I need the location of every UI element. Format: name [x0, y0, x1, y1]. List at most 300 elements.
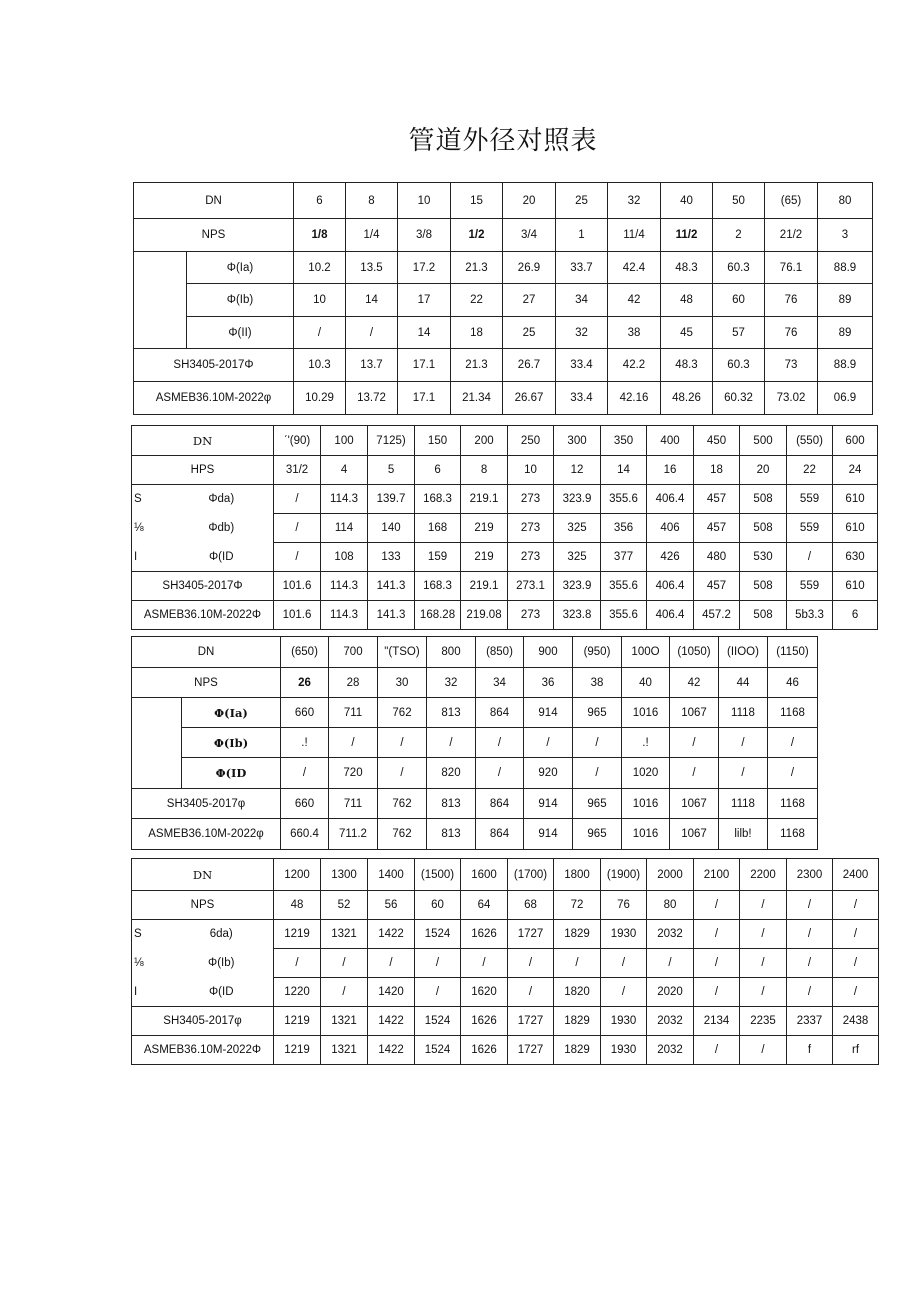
- od-value-cell: 508: [740, 514, 787, 543]
- od-value-cell: 42.2: [608, 349, 661, 382]
- series-label: 6da): [170, 920, 274, 949]
- dn-cell: 450: [694, 426, 740, 456]
- od-value-cell: 1422: [368, 1007, 415, 1036]
- od-value-cell: 457: [694, 485, 740, 514]
- dn-cell: (550): [787, 426, 833, 456]
- od-value-cell: 26.67: [503, 382, 556, 415]
- od-value-cell: 140: [368, 514, 415, 543]
- nps-cell: 8: [461, 456, 508, 485]
- od-value-cell: /: [573, 758, 622, 789]
- od-value-cell: 1219: [274, 1007, 321, 1036]
- od-value-cell: /: [719, 728, 768, 758]
- od-value-cell: 1168: [768, 789, 818, 819]
- od-value-cell: 711.2: [329, 819, 378, 850]
- od-value-cell: 101.6: [274, 572, 321, 601]
- od-value-cell: 273: [508, 485, 554, 514]
- od-value-cell: 60: [713, 284, 765, 317]
- nps-cell: 5: [368, 456, 415, 485]
- table-row: [132, 572, 878, 601]
- nps-cell: 14: [601, 456, 647, 485]
- od-value-cell: 76: [765, 284, 818, 317]
- od-value-cell: 2438: [833, 1007, 879, 1036]
- od-value-cell: 76.1: [765, 252, 818, 284]
- nps-cell: 32: [427, 668, 476, 698]
- od-value-cell: 10.3: [294, 349, 346, 382]
- od-value-cell: 323.9: [554, 572, 601, 601]
- series-label: Φdb): [170, 514, 274, 543]
- series-label: Φ(II): [187, 317, 294, 349]
- od-value-cell: 114.3: [321, 485, 368, 514]
- od-value-cell: 168.28: [415, 601, 461, 630]
- od-value-cell: /: [740, 1036, 787, 1065]
- od-value-cell: /: [508, 949, 554, 978]
- od-value-cell: /: [647, 949, 694, 978]
- od-value-cell: 273: [508, 601, 554, 630]
- od-table-dn1200-2400: [131, 858, 879, 1065]
- od-value-cell: 38: [608, 317, 661, 349]
- nps-cell: 24: [833, 456, 878, 485]
- dn-cell: 25: [556, 183, 608, 219]
- od-value-cell: /: [415, 978, 461, 1007]
- od-value-cell: 32: [556, 317, 608, 349]
- od-value-cell: 762: [378, 789, 427, 819]
- od-value-cell: /: [329, 728, 378, 758]
- od-value-cell: /: [378, 728, 427, 758]
- od-value-cell: 508: [740, 601, 787, 630]
- od-value-cell: 1620: [461, 978, 508, 1007]
- table-row: [134, 252, 873, 284]
- od-value-cell: 17.1: [398, 349, 451, 382]
- dn-cell: 1200: [274, 859, 321, 891]
- table-row: [134, 317, 873, 349]
- od-value-cell: /: [670, 728, 719, 758]
- nps-cell: 76: [601, 891, 647, 920]
- nps-cell: 44: [719, 668, 768, 698]
- od-value-cell: 1016: [622, 698, 670, 728]
- od-value-cell: 813: [427, 698, 476, 728]
- od-value-cell: 559: [787, 514, 833, 543]
- od-value-cell: 1219: [274, 920, 321, 949]
- dn-cell: 900: [524, 637, 573, 668]
- od-value-cell: 25: [503, 317, 556, 349]
- nps-cell: 31/2: [274, 456, 321, 485]
- dn-label: DN: [132, 426, 274, 456]
- od-value-cell: 530: [740, 543, 787, 572]
- od-value-cell: 864: [476, 698, 524, 728]
- standard-label: SH3405-2017Φ: [134, 349, 294, 382]
- od-value-cell: /: [415, 949, 461, 978]
- od-value-cell: 1626: [461, 920, 508, 949]
- od-value-cell: /: [833, 920, 879, 949]
- nps-cell: 12: [554, 456, 601, 485]
- od-value-cell: 88.9: [818, 252, 873, 284]
- nps-label: NPS: [132, 668, 281, 698]
- od-value-cell: 2020: [647, 978, 694, 1007]
- od-value-cell: 720: [329, 758, 378, 789]
- nps-cell: 34: [476, 668, 524, 698]
- od-value-cell: 42.4: [608, 252, 661, 284]
- od-value-cell: /: [787, 978, 833, 1007]
- od-value-cell: 660: [281, 698, 329, 728]
- od-value-cell: 406: [647, 514, 694, 543]
- series-label: Φ(Ib): [187, 284, 294, 317]
- od-value-cell: 13.7: [346, 349, 398, 382]
- od-value-cell: 1727: [508, 1007, 554, 1036]
- od-value-cell: 133: [368, 543, 415, 572]
- od-value-cell: 660.4: [281, 819, 329, 850]
- od-value-cell: 21.3: [451, 349, 503, 382]
- od-value-cell: 355.6: [601, 601, 647, 630]
- table-row: [132, 1036, 879, 1065]
- standard-label: ASMEB36.10M-2022Φ: [132, 601, 274, 630]
- od-value-cell: 2235: [740, 1007, 787, 1036]
- od-value-cell: 711: [329, 698, 378, 728]
- table-row: [132, 728, 818, 758]
- od-value-cell: .!: [281, 728, 329, 758]
- nps-cell: 48: [274, 891, 321, 920]
- od-value-cell: /: [368, 949, 415, 978]
- dn-cell: 1800: [554, 859, 601, 891]
- dn-cell: 2400: [833, 859, 879, 891]
- od-value-cell: /: [461, 949, 508, 978]
- dn-cell: 7125): [368, 426, 415, 456]
- od-value-cell: 60.32: [713, 382, 765, 415]
- standard-label: SH3405-2017Φ: [132, 572, 274, 601]
- od-value-cell: 17.2: [398, 252, 451, 284]
- series-label: Φ(Ia): [187, 252, 294, 284]
- table-row: [132, 758, 818, 789]
- series-prefix: I: [132, 978, 170, 1007]
- od-value-cell: rf: [833, 1036, 879, 1065]
- nps-cell: 1/2: [451, 219, 503, 252]
- nps-cell: 22: [787, 456, 833, 485]
- od-value-cell: 219: [461, 514, 508, 543]
- od-value-cell: 356: [601, 514, 647, 543]
- od-table-dn650-1150: [131, 636, 818, 850]
- series-prefix: ⅛: [132, 514, 170, 543]
- od-value-cell: 1727: [508, 1036, 554, 1065]
- od-value-cell: 6: [833, 601, 878, 630]
- series-label: Φ(ID: [182, 758, 281, 789]
- od-value-cell: 1930: [601, 1036, 647, 1065]
- od-value-cell: 1220: [274, 978, 321, 1007]
- nps-label: NPS: [132, 891, 274, 920]
- row-group-spacer: [134, 317, 187, 349]
- table-row: [132, 859, 879, 891]
- dn-cell: (IIOO): [719, 637, 768, 668]
- nps-cell: 36: [524, 668, 573, 698]
- dn-cell: (65): [765, 183, 818, 219]
- od-value-cell: /: [787, 543, 833, 572]
- od-value-cell: 426: [647, 543, 694, 572]
- od-value-cell: 1168: [768, 698, 818, 728]
- table-row: [132, 949, 879, 978]
- series-label: Φ(Ib): [170, 949, 274, 978]
- od-value-cell: 2032: [647, 920, 694, 949]
- dn-cell: 300: [554, 426, 601, 456]
- od-value-cell: 88.9: [818, 349, 873, 382]
- od-value-cell: /: [321, 949, 368, 978]
- od-value-cell: 813: [427, 789, 476, 819]
- nps-cell: 1: [556, 219, 608, 252]
- standard-label: SH3405-2017φ: [132, 789, 281, 819]
- dn-cell: ˊ'(90): [274, 426, 321, 456]
- od-value-cell: 914: [524, 789, 573, 819]
- od-value-cell: 508: [740, 572, 787, 601]
- nps-cell: 40: [622, 668, 670, 698]
- od-value-cell: 2032: [647, 1007, 694, 1036]
- dn-cell: 800: [427, 637, 476, 668]
- od-value-cell: f: [787, 1036, 833, 1065]
- od-value-cell: 219.1: [461, 485, 508, 514]
- dn-cell: 100: [321, 426, 368, 456]
- table-row: [132, 789, 818, 819]
- od-value-cell: 965: [573, 698, 622, 728]
- od-value-cell: 10.2: [294, 252, 346, 284]
- table-row: [132, 819, 818, 850]
- nps-cell: /: [833, 891, 879, 920]
- od-value-cell: /: [281, 758, 329, 789]
- od-value-cell: 60.3: [713, 349, 765, 382]
- od-value-cell: /: [694, 978, 740, 1007]
- od-value-cell: 610: [833, 514, 878, 543]
- dn-cell: (1050): [670, 637, 719, 668]
- dn-cell: 150: [415, 426, 461, 456]
- table-row: [132, 514, 878, 543]
- od-value-cell: 76: [765, 317, 818, 349]
- nps-cell: 4: [321, 456, 368, 485]
- dn-label: DN: [132, 859, 274, 891]
- dn-cell: 10: [398, 183, 451, 219]
- od-value-cell: 5b3.3: [787, 601, 833, 630]
- od-value-cell: /: [740, 978, 787, 1007]
- od-value-cell: 457.2: [694, 601, 740, 630]
- od-value-cell: 06.9: [818, 382, 873, 415]
- page-title: 管道外径对照表: [408, 126, 598, 156]
- nps-cell: 38: [573, 668, 622, 698]
- od-value-cell: 920: [524, 758, 573, 789]
- table-row: [132, 456, 878, 485]
- series-label: Φda): [170, 485, 274, 514]
- od-value-cell: 1422: [368, 920, 415, 949]
- nps-cell: 72: [554, 891, 601, 920]
- od-value-cell: 168.3: [415, 572, 461, 601]
- od-value-cell: 273: [508, 543, 554, 572]
- od-value-cell: 114.3: [321, 601, 368, 630]
- dn-cell: 1400: [368, 859, 415, 891]
- od-value-cell: /: [554, 949, 601, 978]
- od-value-cell: /: [524, 728, 573, 758]
- od-value-cell: /: [274, 949, 321, 978]
- od-value-cell: 273.1: [508, 572, 554, 601]
- dn-cell: 100O: [622, 637, 670, 668]
- series-label: Φ(Ib): [182, 728, 281, 758]
- od-value-cell: 114.3: [321, 572, 368, 601]
- row-group-spacer: [132, 758, 182, 789]
- od-value-cell: 864: [476, 789, 524, 819]
- nps-cell: 60: [415, 891, 461, 920]
- od-value-cell: 101.6: [274, 601, 321, 630]
- od-value-cell: lilb!: [719, 819, 768, 850]
- od-value-cell: 42.16: [608, 382, 661, 415]
- od-value-cell: 630: [833, 543, 878, 572]
- od-value-cell: 864: [476, 819, 524, 850]
- od-value-cell: 813: [427, 819, 476, 850]
- od-value-cell: /: [768, 728, 818, 758]
- standard-label: SH3405-2017φ: [132, 1007, 274, 1036]
- dn-cell: (850): [476, 637, 524, 668]
- od-value-cell: 45: [661, 317, 713, 349]
- od-value-cell: 219: [461, 543, 508, 572]
- series-label: Φ(ID: [170, 978, 274, 1007]
- od-value-cell: 2134: [694, 1007, 740, 1036]
- od-value-cell: 1930: [601, 1007, 647, 1036]
- series-label: Φ(Ia): [182, 698, 281, 728]
- od-value-cell: 610: [833, 572, 878, 601]
- row-group-spacer: [134, 252, 187, 284]
- od-value-cell: 14: [346, 284, 398, 317]
- table-row: [134, 183, 873, 219]
- table-row: [134, 284, 873, 317]
- od-value-cell: 34: [556, 284, 608, 317]
- row-group-spacer: [132, 698, 182, 728]
- dn-cell: 700: [329, 637, 378, 668]
- nps-cell: /: [694, 891, 740, 920]
- od-value-cell: 914: [524, 819, 573, 850]
- table-row: [134, 219, 873, 252]
- nps-cell: 56: [368, 891, 415, 920]
- table-row: [132, 637, 818, 668]
- od-value-cell: 711: [329, 789, 378, 819]
- table-row: [132, 668, 818, 698]
- dn-cell: 1600: [461, 859, 508, 891]
- nps-cell: 52: [321, 891, 368, 920]
- od-value-cell: 17: [398, 284, 451, 317]
- od-value-cell: 914: [524, 698, 573, 728]
- od-value-cell: /: [740, 949, 787, 978]
- od-value-cell: 17.1: [398, 382, 451, 415]
- row-group-spacer: [132, 728, 182, 758]
- od-value-cell: 1820: [554, 978, 601, 1007]
- od-value-cell: 219.08: [461, 601, 508, 630]
- od-value-cell: 323.8: [554, 601, 601, 630]
- od-value-cell: /: [476, 728, 524, 758]
- od-value-cell: 1422: [368, 1036, 415, 1065]
- dn-cell: 200: [461, 426, 508, 456]
- od-value-cell: 1016: [622, 789, 670, 819]
- dn-label: DN: [132, 637, 281, 668]
- nps-cell: 3/4: [503, 219, 556, 252]
- nps-cell: 18: [694, 456, 740, 485]
- dn-cell: 1300: [321, 859, 368, 891]
- nps-cell: 28: [329, 668, 378, 698]
- od-value-cell: .!: [622, 728, 670, 758]
- od-value-cell: 1829: [554, 1007, 601, 1036]
- nps-cell: 20: [740, 456, 787, 485]
- od-value-cell: /: [294, 317, 346, 349]
- od-value-cell: 33.4: [556, 382, 608, 415]
- standard-label: ASMEB36.10M-2022φ: [132, 819, 281, 850]
- od-value-cell: 18: [451, 317, 503, 349]
- od-value-cell: 1321: [321, 1007, 368, 1036]
- series-prefix: I: [132, 543, 170, 572]
- od-value-cell: 1524: [415, 1036, 461, 1065]
- od-value-cell: 1829: [554, 920, 601, 949]
- nps-cell: 80: [647, 891, 694, 920]
- od-value-cell: 13.5: [346, 252, 398, 284]
- table-row: [132, 1007, 879, 1036]
- dn-cell: (950): [573, 637, 622, 668]
- od-value-cell: 141.3: [368, 601, 415, 630]
- dn-cell: 2200: [740, 859, 787, 891]
- series-prefix: S: [132, 485, 170, 514]
- od-value-cell: 355.6: [601, 572, 647, 601]
- od-value-cell: 457: [694, 572, 740, 601]
- od-value-cell: 325: [554, 514, 601, 543]
- nps-cell: 42: [670, 668, 719, 698]
- dn-cell: 8: [346, 183, 398, 219]
- od-value-cell: 22: [451, 284, 503, 317]
- dn-cell: 32: [608, 183, 661, 219]
- od-value-cell: 965: [573, 819, 622, 850]
- od-value-cell: /: [740, 920, 787, 949]
- od-value-cell: 108: [321, 543, 368, 572]
- od-value-cell: 559: [787, 572, 833, 601]
- nps-cell: /: [787, 891, 833, 920]
- od-value-cell: 60.3: [713, 252, 765, 284]
- od-value-cell: 89: [818, 317, 873, 349]
- od-value-cell: 1219: [274, 1036, 321, 1065]
- od-value-cell: /: [719, 758, 768, 789]
- dn-cell: (1700): [508, 859, 554, 891]
- od-value-cell: 355.6: [601, 485, 647, 514]
- nps-cell: 16: [647, 456, 694, 485]
- od-value-cell: 1067: [670, 819, 719, 850]
- od-value-cell: 1626: [461, 1007, 508, 1036]
- od-value-cell: /: [601, 949, 647, 978]
- od-value-cell: 57: [713, 317, 765, 349]
- table-row: [132, 891, 879, 920]
- dn-cell: 350: [601, 426, 647, 456]
- od-value-cell: 457: [694, 514, 740, 543]
- od-value-cell: 1321: [321, 1036, 368, 1065]
- nps-cell: 21/2: [765, 219, 818, 252]
- od-value-cell: 27: [503, 284, 556, 317]
- dn-cell: 2100: [694, 859, 740, 891]
- od-value-cell: /: [274, 543, 321, 572]
- dn-cell: (1900): [601, 859, 647, 891]
- od-value-cell: 610: [833, 485, 878, 514]
- nps-cell: 11/2: [661, 219, 713, 252]
- table-row: [132, 426, 878, 456]
- od-value-cell: 48.3: [661, 252, 713, 284]
- od-value-cell: 48: [661, 284, 713, 317]
- od-value-cell: /: [601, 978, 647, 1007]
- od-table-dn90-600: [131, 425, 878, 630]
- od-value-cell: /: [427, 728, 476, 758]
- table-row: [132, 698, 818, 728]
- od-value-cell: 762: [378, 698, 427, 728]
- nps-cell: 3/8: [398, 219, 451, 252]
- od-value-cell: 42: [608, 284, 661, 317]
- table-row: [132, 485, 878, 514]
- od-value-cell: 26.9: [503, 252, 556, 284]
- nps-cell: 6: [415, 456, 461, 485]
- od-value-cell: 762: [378, 819, 427, 850]
- od-value-cell: 1067: [670, 698, 719, 728]
- nps-cell: 26: [281, 668, 329, 698]
- dn-cell: 6: [294, 183, 346, 219]
